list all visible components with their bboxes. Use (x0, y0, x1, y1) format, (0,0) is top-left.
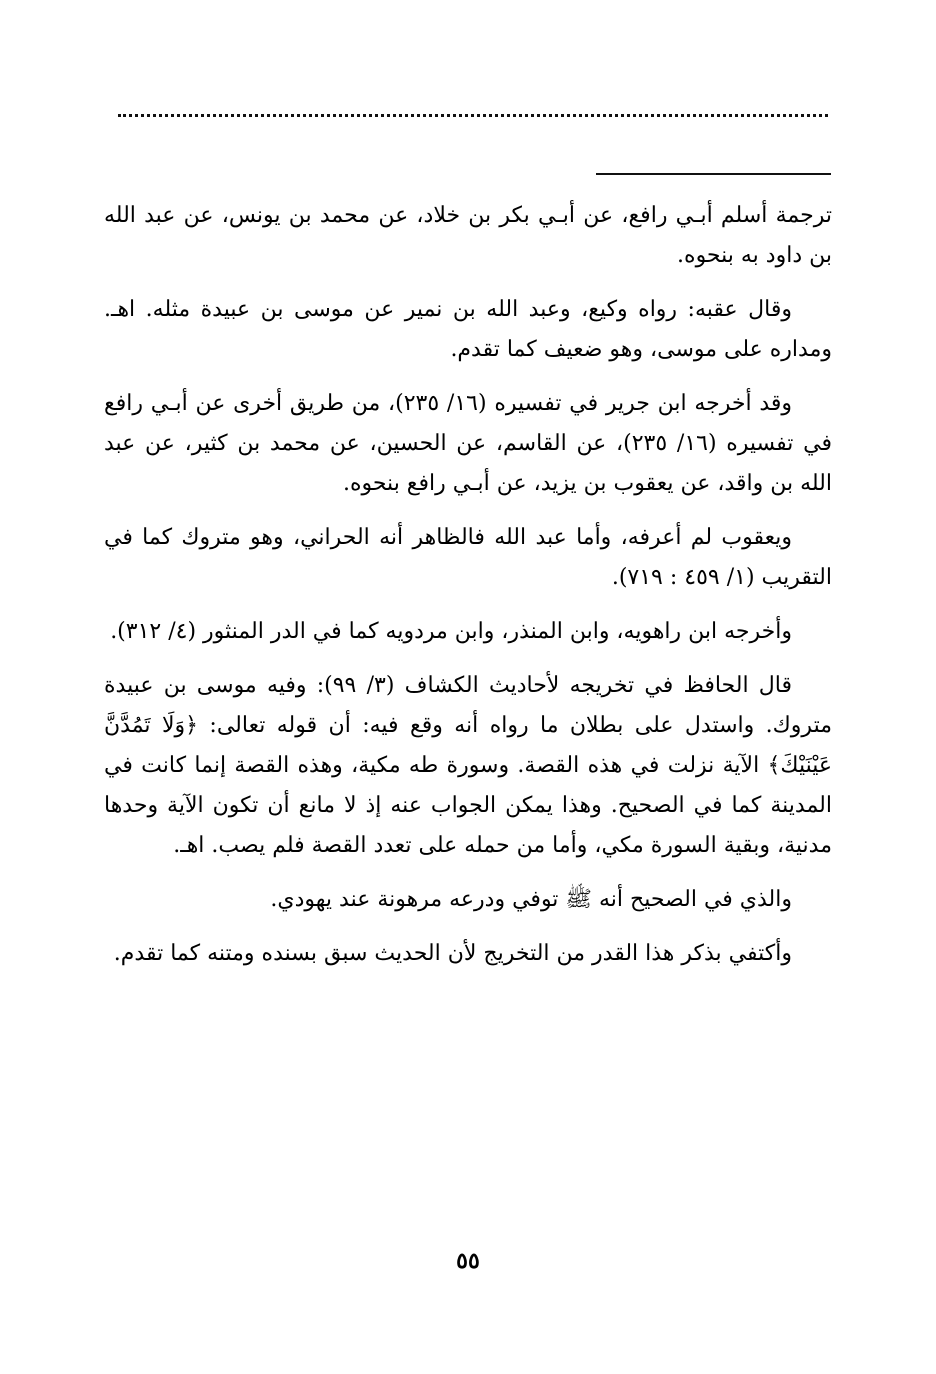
page-number: ٥٥ (456, 1248, 480, 1274)
paragraph-4: ويعقوب لم أعرفه، وأما عبد الله فالظاهر أنه الحراني، وهو متروك كما في التقريب (١/ ٤٥٩ : ٧١٩). (104, 525, 832, 590)
paragraph-3: وقد أخرجه ابن جرير في تفسيره (١٦/ ٢٣٥)، من طريق أخرى عن أبـي رافع في تفسيره (١٦/ ٢٣٥)، عن القاسم، عن الحسين، عن محمد بن كثير، عن عبد الله بن واقد، عن يعقوب بن يزيد، عن أبـي رافع بنحوه. (104, 391, 833, 496)
paragraph-1: ترجمة أسلم أبـي رافع، عن أبـي بكر بن خلاد، عن محمد بن يونس، عن عبد الله بن داود به بنحوه. (104, 203, 832, 268)
footnote-rule (596, 173, 831, 175)
dotted-separator (118, 114, 828, 129)
paragraph-8: وأكتفي بذكر هذا القدر من التخريج لأن الحديث سبق بسنده ومتنه كما تقدم. (113, 941, 792, 966)
paragraph-5: وأخرجه ابن راهويه، وابن المنذر، وابن مردويه كما في الدر المنثور (٤/ ٣١٢). (110, 619, 792, 644)
body-text (104, 196, 832, 988)
paragraph-2: وقال عقبه: رواه وكيع، وعبد الله بن نمير عن موسى بن عبيدة مثله. اهـ. ومداره على موسى، وهو ضعيف كما تقدم. (104, 297, 832, 362)
paragraph-7: والذي في الصحيح أنه ﷺ توفي ودرعه مرهونة عند يهودي. (270, 887, 792, 912)
paragraph-6: قال الحافظ في تخريجه لأحاديث الكشاف (٣/ ٩٩): وفيه موسى بن عبيدة متروك. واستدل على بطلان ما رواه أنه وقع فيه: أن قوله تعالى: ﴿وَلَا تَمُدَّنَّ عَيْنَيْكَ﴾ الآية نزلت في هذه القصة. وسورة طه مكية، وهذه القصة إنما كانت في المدينة كما في الصحيح. وهذا يمكن الجواب عنه إذ لا مانع أن تكون الآية وحدها مدنية، وبقية السورة مكي، وأما من حمله على تعدد القصة فلم يصب. اهـ. (104, 673, 832, 858)
